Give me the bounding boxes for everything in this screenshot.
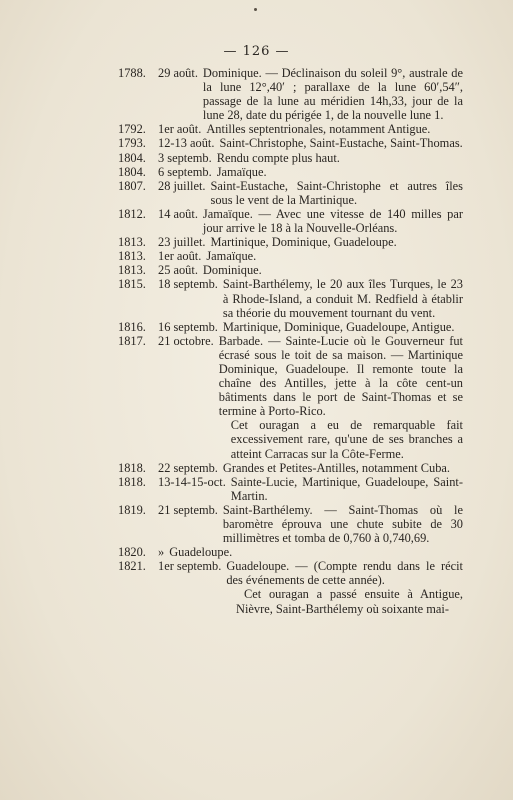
entry-paragraph: Jamaïque. — Avec une vitesse de 140 milles par jour arrive le 18 à la Nouvelle-Orléans. — [202, 206, 463, 236]
entry-paragraph: Saint-Barthélemy. — Saint-Thomas où le baromètre éprouva une chute subite de 30 millimètres et tomba de 0,760 à 0,740,69. — [222, 502, 463, 546]
entry-year: 1819. — [118, 502, 146, 517]
chronology-entry — [118, 249, 463, 263]
chronology-entry — [118, 66, 463, 122]
entry-date: 21 octobre. — [158, 333, 214, 348]
entry-text — [211, 235, 464, 249]
entry-year: 1815. — [118, 277, 146, 292]
entry-paragraph: Jamaïque. — [206, 249, 257, 264]
entry-year: 1804. — [118, 164, 146, 179]
entry-paragraph: Antilles septentrionales, notamment Antigue. — [206, 122, 431, 137]
entry-paragraph: Dominique. — [202, 263, 262, 278]
entry-date: 1er août. — [158, 249, 202, 264]
chronology-entry — [118, 320, 463, 334]
entry-year: 1821. — [118, 559, 146, 574]
entry-text — [203, 207, 463, 235]
entry-date: » — [158, 545, 165, 560]
page-number: — 126 — — [223, 44, 290, 59]
entry-paragraph: Sainte-Lucie, Martinique, Guadeloupe, Saint-Martin. — [230, 474, 463, 503]
entry-text — [206, 249, 463, 263]
entry-year: 1818. — [118, 460, 146, 475]
entry-text — [206, 122, 463, 136]
entry-date: 13-14-15-oct. — [158, 474, 226, 489]
entry-date: 21 septemb. — [158, 502, 218, 517]
closing-note: Cet ouragan a passé ensuite à Antigue, Nièvre, Saint-Barthélemy où soixante mai- — [236, 587, 463, 616]
entry-paragraph: Martinique, Dominique, Guadeloupe. — [210, 235, 397, 250]
entry-year: 1788. — [118, 66, 146, 80]
entry-text — [231, 475, 463, 503]
entry-year: 1807. — [118, 178, 146, 193]
entry-paragraph: Grandes et Petites-Antilles, notamment Cuba. — [222, 460, 451, 475]
entry-year: 1816. — [118, 319, 146, 334]
entry-text — [219, 334, 463, 461]
entry-paragraph: Barbade. — Sainte-Lucie où le Gouverneur fut écrasé sous le toit de sa maison. — Martinique Dominique, Guadeloupe. Il remonte toute la chaîne des Antilles, jette à la côte cent-un bâtiments dans le port de Saint-Thomas et se termine à Porto-Rico. — [218, 333, 463, 419]
entry-year: 1817. — [118, 333, 146, 348]
entry-year: 1820. — [118, 545, 146, 560]
entry-text — [223, 461, 463, 475]
entry-paragraph: Jamaïque. — [216, 164, 267, 179]
entry-date: 29 août. — [158, 66, 198, 80]
chronology-entry — [118, 263, 463, 277]
chronology-entry — [118, 122, 463, 136]
entry-year: 1793. — [118, 136, 146, 151]
entry-text — [219, 136, 463, 150]
chronology-entry — [118, 151, 463, 165]
chronology-entry — [118, 165, 463, 179]
paper-speck — [254, 8, 257, 11]
entry-text — [223, 320, 463, 334]
entry-paragraph: Saint-Eustache, Saint-Christophe et autres îles sous le vent de la Martinique. — [210, 178, 463, 207]
chronology-entry — [118, 559, 463, 587]
entry-paragraph: Cet ouragan a eu de remarquable fait excessivement rare, qu'une de ses branches a atteint Carracas sur la Côte-Ferme. — [230, 418, 463, 461]
entry-year: 1804. — [118, 150, 146, 165]
entry-text — [203, 66, 463, 122]
entry-date: 14 août. — [158, 206, 198, 221]
entry-date: 6 septemb. — [158, 164, 212, 179]
chronology-entry — [118, 179, 463, 207]
entry-date: 23 juillet. — [158, 235, 206, 250]
chronology-entry — [118, 461, 463, 475]
entry-text — [211, 179, 464, 207]
entry-text — [223, 503, 463, 545]
entry-paragraph: Rendu compte plus haut. — [216, 150, 340, 165]
entry-date: 1er août. — [158, 122, 202, 137]
entry-date: 12-13 août. — [158, 136, 215, 151]
entry-paragraph: Dominique. — Déclinaison du soleil 9°, australe de la lune 12°,40′ ; parallaxe de la lune 60′,54″, passage de la lune au méridien 14h,33, jour de la lune 28, date du périgée 1, de la nouvelle lune 1. — [202, 66, 463, 123]
chronology-entry — [118, 277, 463, 319]
entry-text — [223, 277, 463, 319]
entry-date: 25 août. — [158, 263, 198, 278]
entry-paragraph: Saint-Barthélemy, le 20 aux îles Turques, le 23 à Rhode-Island, a conduit M. Redfield à établir sa théorie du mouvement tournant du vent. — [222, 277, 463, 320]
entry-paragraph: Guadeloupe. — (Compte rendu dans le récit des événements de cette année). — [226, 559, 463, 588]
entry-date: 28 juillet. — [158, 178, 206, 193]
entry-date: 22 septemb. — [158, 460, 218, 475]
entry-paragraph: Martinique, Dominique, Guadeloupe, Antigue. — [222, 319, 455, 334]
entry-year: 1813. — [118, 263, 146, 278]
chronology-entry — [118, 475, 463, 503]
entry-text — [169, 545, 463, 559]
entry-date: 16 septemb. — [158, 319, 218, 334]
entry-date: 1er septemb. — [158, 559, 222, 574]
chronology-entry — [118, 235, 463, 249]
entry-year: 1818. — [118, 474, 146, 489]
entry-year: 1813. — [118, 249, 146, 264]
entry-text — [203, 263, 463, 277]
chronology-entry — [118, 207, 463, 235]
entry-text — [217, 165, 463, 179]
entry-paragraph: Saint-Christophe, Saint-Eustache, Saint-Thomas. — [219, 136, 463, 151]
entry-year: 1812. — [118, 206, 146, 221]
chronology-entry — [118, 136, 463, 150]
chronology-entry — [118, 545, 463, 559]
entry-paragraph: Guadeloupe. — [169, 545, 233, 560]
entry-date: 18 septemb. — [158, 277, 218, 292]
entry-date: 3 septemb. — [158, 150, 212, 165]
entry-text — [226, 559, 463, 587]
chronology-entry — [118, 503, 463, 545]
hurricane-chronology — [118, 66, 463, 616]
entry-year: 1792. — [118, 122, 146, 137]
entry-year: 1813. — [118, 235, 146, 250]
entry-text — [217, 151, 463, 165]
chronology-entry — [118, 334, 463, 461]
